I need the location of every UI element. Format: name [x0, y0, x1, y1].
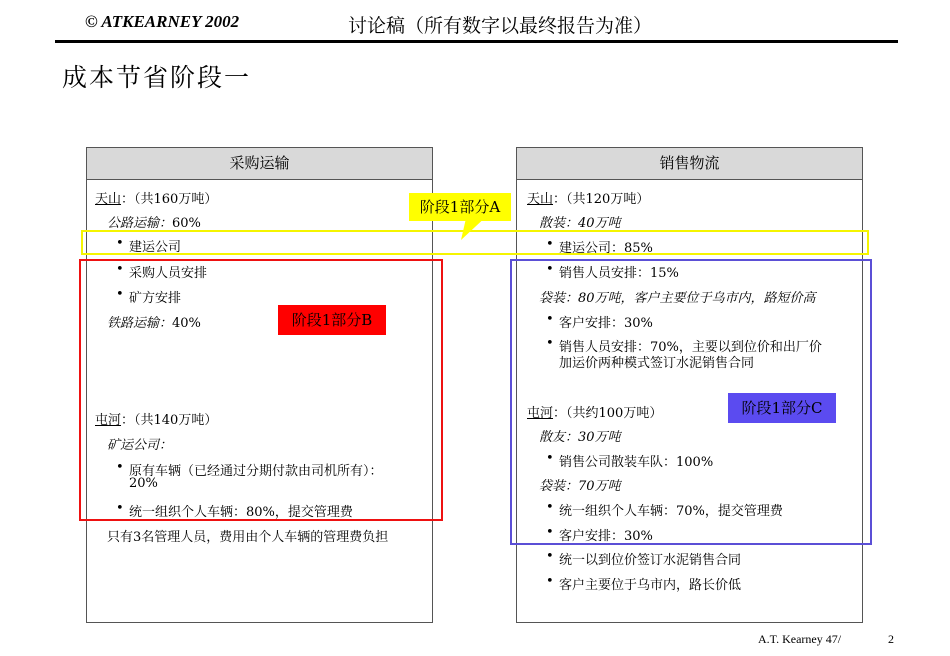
tianshan-heading: 天山：（共120万吨）	[527, 192, 650, 207]
road-transport: 公路运输：60%	[107, 216, 201, 231]
bulk-label: 散装：40万吨	[539, 216, 621, 231]
page-title: 成本节省阶段一	[62, 63, 252, 92]
list-item: • 采购人员安排	[129, 262, 207, 281]
panel-title: 采购运输	[87, 148, 432, 180]
list-item-continued: 20%	[129, 476, 158, 491]
bag-label: 袋装：70万吨	[539, 479, 621, 494]
list-item: • 建运公司：85%	[559, 237, 653, 256]
management-note: 只有3名管理人员，费用由个人车辆的管理费负担	[107, 530, 389, 545]
list-item: • 客户安排：30%	[559, 312, 653, 331]
header-rule	[55, 40, 898, 43]
page-number: 2	[888, 632, 894, 646]
footer-source: A.T. Kearney 47/	[758, 632, 842, 646]
bag-label: 袋装：80万吨，客户主要位于乌市内，路短价高	[539, 291, 816, 306]
tianshan-heading: 天山：（共160万吨）	[95, 192, 218, 207]
rail-transport: 铁路运输：40%	[107, 316, 201, 331]
tunhe-heading: 屯河：（共140万吨）	[95, 413, 218, 428]
bulk-label: 散友：30万吨	[539, 430, 621, 445]
list-item-continued: 加运价两种模式签订水泥销售合同	[559, 356, 755, 371]
list-item: • 统一组织个人车辆：80%，提交管理费	[129, 501, 353, 520]
list-item: • 销售人员安排：15%	[559, 262, 679, 281]
list-item: • 建运公司	[129, 236, 181, 255]
panel-title: 销售物流	[517, 148, 862, 180]
list-item: • 统一组织个人车辆：70%，提交管理费	[559, 500, 783, 519]
list-item: • 客户安排：30%	[559, 525, 653, 544]
list-item: • 客户主要位于乌市内，路长价低	[559, 574, 741, 593]
part-a-label: 阶段1部分A	[409, 193, 511, 221]
tunhe-heading: 屯河：（共约100万吨）	[527, 406, 663, 421]
list-item: • 原有车辆（已经通过分期付款由司机所有）：	[129, 460, 383, 479]
part-c-label: 阶段1部分C	[728, 393, 836, 423]
copyright-text: © ATKEARNEY 2002	[85, 12, 240, 31]
draft-note: 讨论稿（所有数字以最终报告为准）	[348, 15, 653, 37]
part-b-label: 阶段1部分B	[278, 305, 386, 335]
list-item: • 统一以到位价签订水泥销售合同	[559, 549, 741, 568]
list-item: • 销售公司散装车队：100%	[559, 451, 713, 470]
list-item: • 矿方安排	[129, 287, 181, 306]
mine-transport-company: 矿运公司：	[107, 438, 173, 453]
list-item: • 销售人员安排：70%，主要以到位价和出厂价	[559, 336, 822, 355]
part-b-highlight	[79, 259, 443, 521]
